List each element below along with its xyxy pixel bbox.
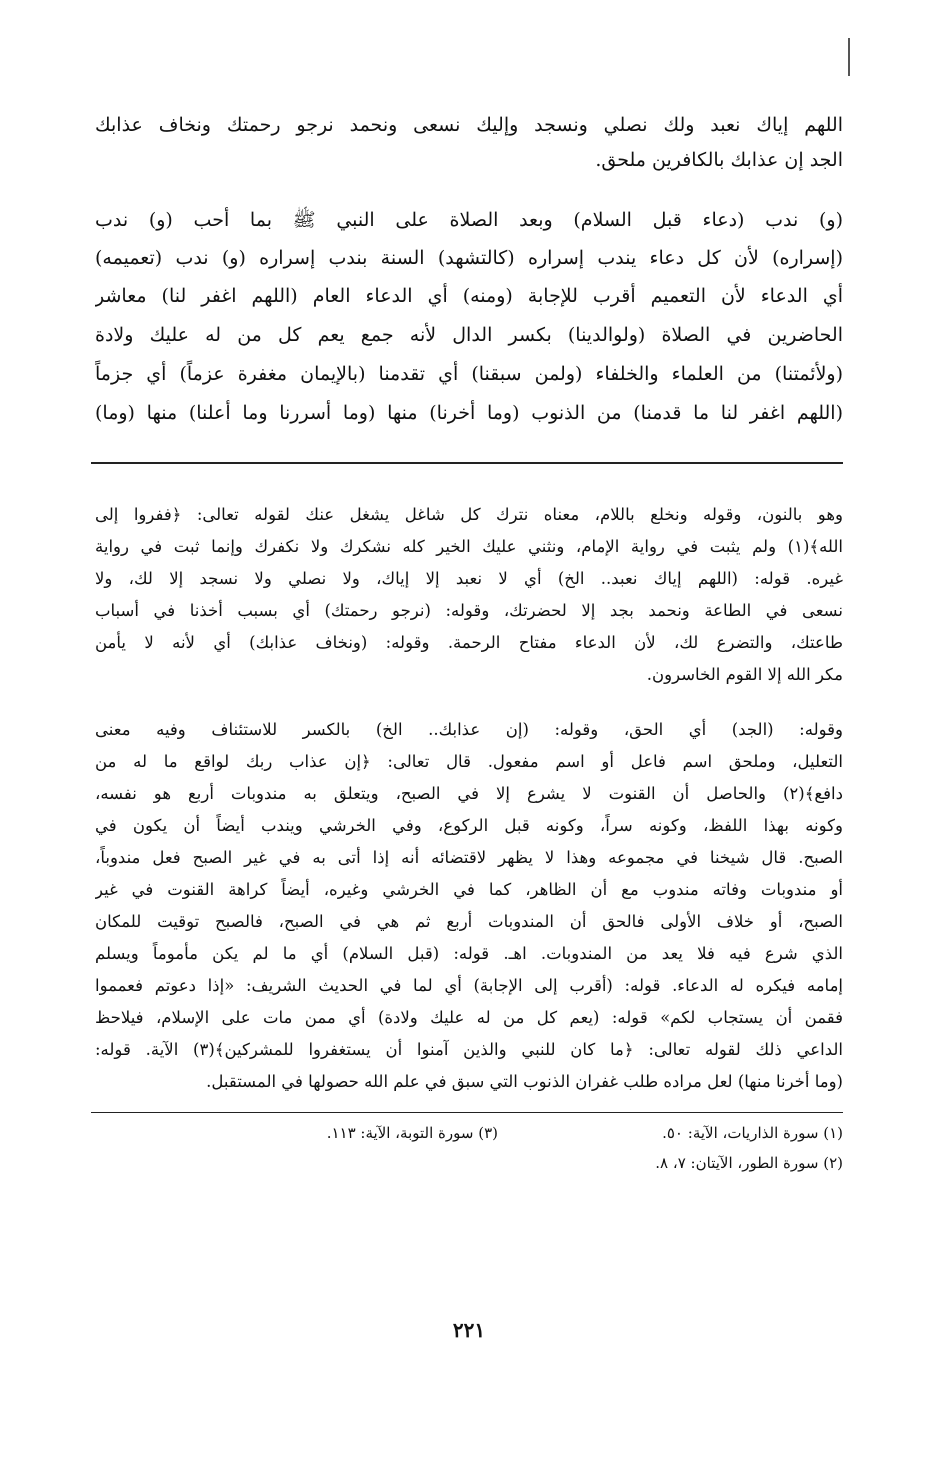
main-line: أي الدعاء لأن التعميم أقرب للإجابة (ومنه) أي الدعاء العام (اللهم اغفر لنا) معاشر [95,285,843,307]
commentary-line: الله﴾(١) ولم يثبت في رواية الإمام، ونثني عليك الخير كله نشكرك ولا نكفرك وإنما ثبت في رواية [95,537,843,556]
footnote-separator-rule [91,1112,843,1113]
commentary-line: فقمن أن يستجاب لكم» قوله: (يعم كل من له عليك ولادة) أي ممن مات على الإسلام، فيلاحظ [95,1008,843,1027]
main-line: (اللهم اغفر لنا ما قدمنا) من الذنوب (وما أخرنا) منها (وما أسررنا وما أعلنا) منها (وما) [95,402,843,424]
commentary-line: إمامه فيكره له الدعاء. قوله: (أقرب إلى الإجابة) أي لما في الحديث الشريف: «إذا دعوتم فعمموا [95,976,843,995]
main-line: الجد إن عذابك بالكافرين ملحق. [595,149,843,171]
commentary-line: غيره. قوله: (اللهم إياك نعبد.. الخ) أي لا نعبد إلا إياك، ولا نصلي ولا نسجد إلا لك، ولا [95,569,843,588]
commentary-line: دافع﴾(٢) والحاصل أن القنوت لا يشرع إلا في الصبح، ويتعلق به مندوبات أربع هو نفسه، [95,784,843,803]
commentary-line: (وما أخرنا منها) لعل مراده طلب غفران الذنوب التي سبق في علم الله حصولها في المستقبل. [206,1072,843,1091]
main-line: (إسراره) لأن كل دعاء يندب إسراره (كالتشهد) السنة بندب إسراره (و) ندب (تعميمه) [95,247,843,269]
main-line: الحاضرين في الصلاة (ولوالدينا) بكسر الدال لأنه جمع يعم كل من له عليك ولادة [95,324,843,346]
commentary-line: وكونه بهذا اللفظ، وكونه سراً، وكونه قبل الركوع، وفي الخرشي ويندب أيضاً أن يكون في [95,816,843,835]
commentary-line: التعليل، وملحق اسم فاعل أو اسم مفعول. قال تعالى: ﴿إن عذاب ربك لواقع ما له من [95,752,843,771]
commentary-line: الذي شرع فيه فلا يعد من المندوبات. اهـ. قوله: (قبل السلام) أي ما لم يكن مأموماً ويسلم [95,944,843,963]
commentary-line: الصبح، أو خلاف الأولى فالحق أن المندوبات أربع ثم هي في الصبح، فالصبح توقيت للمكان [95,912,843,931]
commentary-line: أو مندوبات وفاته مندوب مع أن الظاهر، كما في الخرشي وغيره، أيضاً كراهة القنوت في غير [95,880,843,899]
commentary-line: وقوله: (الجد) أي الحق، وقوله: (إن عذابك.. الخ) بالكسر للاستئناف وفيه معنى [95,720,843,739]
main-line: (و) ندب (دعاء قبل السلام) وبعد الصلاة على النبي ﷺ بما أحب (و) ندب [95,209,843,231]
footnote-3: (٣) سورة التوبة، الآية: ١١٣. [326,1124,498,1142]
main-separator-rule [91,462,843,464]
commentary-line: الصبح. قال شيخنا في مجموعه وهذا لا يظهر لاقتضائه أنه إذا أتى به في غير الصبح فعل مندوباً، [95,848,843,867]
commentary-line: الداعي ذلك لقوله تعالى: ﴿ما كان للنبي والذين آمنوا أن يستغفروا للمشركين﴾(٣) الآية. قوله: [95,1040,843,1059]
commentary-line: طاعتك، والتضرع لك، لأن الدعاء مفتاح الرحمة. وقوله: (ونخاف عذابك) أي لأنه لا يأمن [95,633,843,652]
footnote-1: (١) سورة الذاريات، الآية: ٥٠. [662,1124,843,1142]
main-line: (ولأئمتنا) من العلماء والخلفاء (ولمن سبقنا) أي تقدمنا (بالإيمان مغفرة عزماً) أي جزماً [95,363,843,385]
commentary-line: نسعى في الطاعة ونحمد بجد إلا لحضرتك، وقوله: (نرجو رحمتك) أي بسبب أخذنا في أسباب [95,601,843,620]
main-line: اللهم إياك نعبد ولك نصلي ونسجد وإليك نسعى ونحمد نرجو رحمتك ونخاف عذابك [95,114,843,136]
commentary-line: مكر الله إلا القوم الخاسرون. [646,665,843,684]
commentary-line: وهو بالنون، وقوله ونخلع باللام، معناه نترك كل شاغل يشغل عنك لقوله تعالى: ﴿ففروا إلى [95,505,843,524]
page-edge-mark [848,38,850,76]
footnote-2: (٢) سورة الطور، الآيتان: ٧، ٨. [655,1154,843,1172]
page-number: ٢٢١ [452,1318,486,1342]
